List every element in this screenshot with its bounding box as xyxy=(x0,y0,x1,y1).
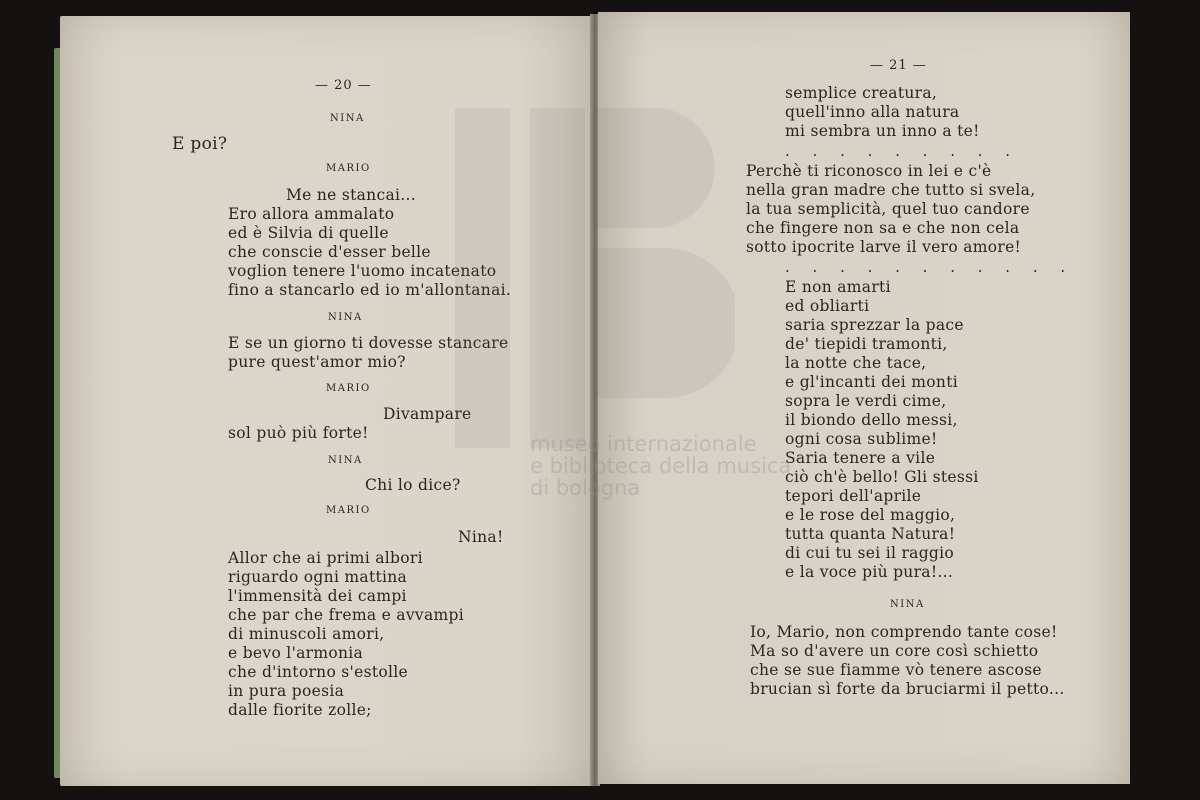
speaker-label: MARIO xyxy=(326,505,371,516)
verse-line: di cui tu sei il raggio xyxy=(785,544,955,562)
verse-line: quell'inno alla natura xyxy=(785,103,960,121)
verse-line: che par che frema e avvampi xyxy=(228,606,464,624)
verse-line: semplice creatura, xyxy=(785,84,938,102)
watermark-text: di bologna xyxy=(530,476,641,500)
verse-line: ed obliarti xyxy=(785,297,870,315)
verse-line: pure quest'amor mio? xyxy=(228,353,406,371)
verse-line: saria sprezzar la pace xyxy=(785,316,964,334)
verse-line: Perchè ti riconosco in lei e c'è xyxy=(746,162,992,180)
verse-line: E poi? xyxy=(172,134,228,154)
verse-line: ogni cosa sublime! xyxy=(785,430,938,448)
verse-line: che se sue fiamme vò tenere ascose xyxy=(750,661,1042,679)
verse-line: Divampare xyxy=(383,405,472,423)
ellipsis-dots: . . . . . . . . . xyxy=(785,142,1020,160)
verse-line: sopra le verdi cime, xyxy=(785,392,947,410)
verse-line: Nina! xyxy=(458,528,504,546)
verse-line: e la voce più pura!... xyxy=(785,563,954,581)
verse-line: ciò ch'è bello! Gli stessi xyxy=(785,468,979,486)
verse-line: e bevo l'armonia xyxy=(228,644,364,662)
verse-line: sol può più forte! xyxy=(228,424,369,442)
open-book xyxy=(50,8,1140,792)
verse-line: nella gran madre che tutto si svela, xyxy=(746,181,1036,199)
ellipsis-dots: . . . . . . . . . . . xyxy=(785,258,1075,276)
verse-line: la tua semplicità, quel tuo candore xyxy=(746,200,1030,218)
speaker-label: NINA xyxy=(328,455,363,466)
verse-line: e gl'incanti dei monti xyxy=(785,373,958,391)
speaker-label: NINA xyxy=(328,312,363,323)
verse-line: voglion tenere l'uomo incatenato xyxy=(228,262,497,280)
verse-line: la notte che tace, xyxy=(785,354,927,372)
speaker-label: MARIO xyxy=(326,163,371,174)
page-number: — 21 — xyxy=(870,58,927,73)
verse-line: ed è Silvia di quelle xyxy=(228,224,389,242)
speaker-label: NINA xyxy=(890,599,925,610)
verse-line: de' tiepidi tramonti, xyxy=(785,335,948,353)
verse-line: dalle fiorite zolle; xyxy=(228,701,372,719)
verse-line: l'immensità dei campi xyxy=(228,587,407,605)
watermark-text: e biblioteca della musica xyxy=(530,454,792,478)
verse-line: Ma so d'avere un core così schietto xyxy=(750,642,1039,660)
verse-line: Chi lo dice? xyxy=(365,476,461,494)
verse-line: che d'intorno s'estolle xyxy=(228,663,408,681)
verse-line: che fingere non sa e che non cela xyxy=(746,219,1020,237)
page-number: — 20 — xyxy=(315,78,372,93)
verse-line: che conscie d'esser belle xyxy=(228,243,431,261)
verse-line: Io, Mario, non comprendo tante cose! xyxy=(750,623,1058,641)
left-page xyxy=(60,16,595,786)
verse-line: in pura poesia xyxy=(228,682,345,700)
verse-line: Saria tenere a vile xyxy=(785,449,936,467)
verse-line: di minuscoli amori, xyxy=(228,625,385,643)
verse-line: sotto ipocrite larve il vero amore! xyxy=(746,238,1022,256)
verse-line: Ero allora ammalato xyxy=(228,205,395,223)
speaker-label: NINA xyxy=(330,113,365,124)
verse-line: riguardo ogni mattina xyxy=(228,568,408,586)
verse-line: E non amarti xyxy=(785,278,891,296)
verse-line: brucian sì forte da bruciarmi il petto... xyxy=(750,680,1065,698)
verse-line: E se un giorno ti dovesse stancare xyxy=(228,334,509,352)
verse-line: Allor che ai primi albori xyxy=(228,549,423,567)
verse-line: fino a stancarlo ed io m'allontanai. xyxy=(228,281,512,299)
verse-line: e le rose del maggio, xyxy=(785,506,956,524)
verse-line: tutta quanta Natura! xyxy=(785,525,956,543)
watermark-text: museo internazionale xyxy=(530,432,757,456)
speaker-label: MARIO xyxy=(326,383,371,394)
verse-line: Me ne stancai... xyxy=(286,186,416,204)
right-page xyxy=(598,12,1130,784)
verse-line: mi sembra un inno a te! xyxy=(785,122,980,140)
verse-line: tepori dell'aprile xyxy=(785,487,922,505)
verse-line: il biondo dello messi, xyxy=(785,411,958,429)
